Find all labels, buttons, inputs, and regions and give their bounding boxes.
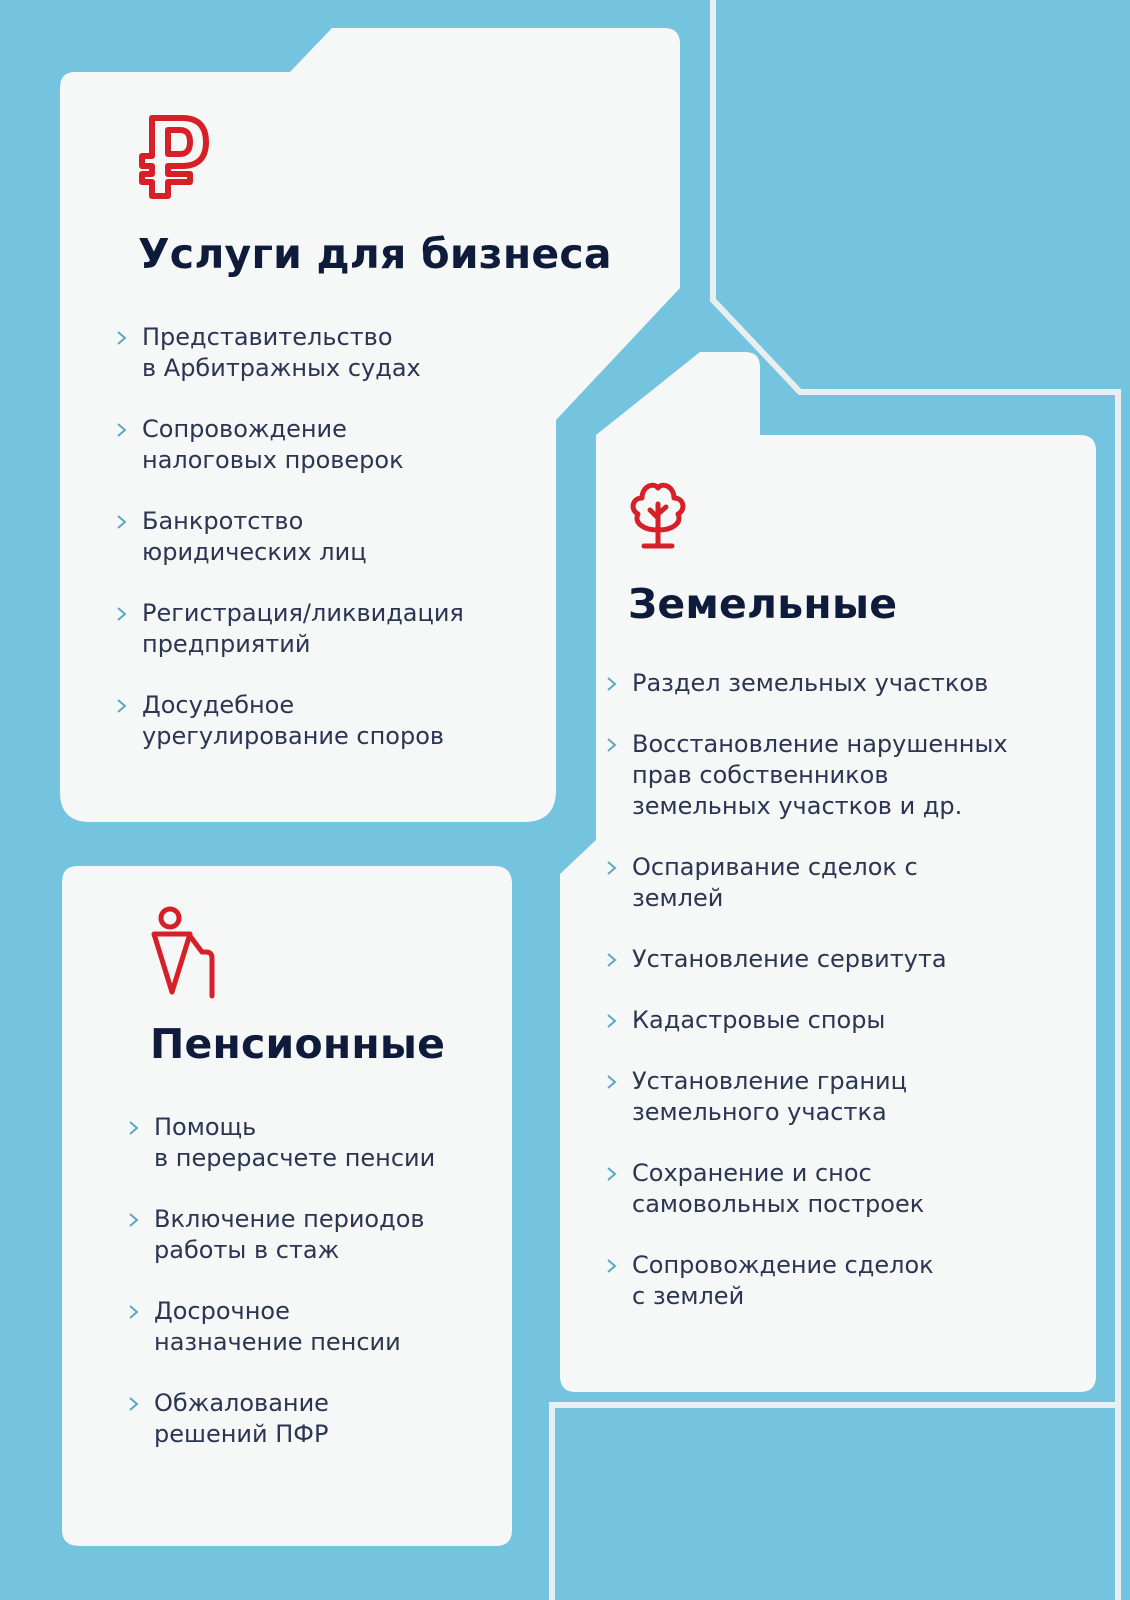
list-item-label: Оспаривание сделок с землей bbox=[632, 853, 918, 912]
list-item bbox=[124, 1204, 445, 1266]
land-section bbox=[628, 480, 1008, 1342]
list-item bbox=[112, 690, 612, 752]
pension-list bbox=[124, 1112, 445, 1450]
list-item-label: Досудебное урегулирование споров bbox=[142, 691, 445, 750]
chevron-right-icon bbox=[602, 1257, 626, 1275]
chevron-right-icon bbox=[602, 1012, 626, 1030]
list-item bbox=[112, 322, 612, 384]
list-item-label: Кадастровые споры bbox=[632, 1006, 886, 1034]
tree-icon bbox=[628, 480, 688, 552]
list-item-label: Установление сервитута bbox=[632, 945, 947, 973]
list-item-label: Установление границ земельного участка bbox=[632, 1067, 907, 1126]
list-item bbox=[602, 1250, 1008, 1312]
list-item bbox=[602, 668, 1008, 699]
list-item-label: Представительство в Арбитражных судах bbox=[142, 323, 421, 382]
chevron-right-icon bbox=[124, 1211, 148, 1229]
chevron-right-icon bbox=[602, 1073, 626, 1091]
list-item-label: Раздел земельных участков bbox=[632, 669, 989, 697]
chevron-right-icon bbox=[112, 329, 136, 347]
list-item-label: Банкротство юридических лиц bbox=[142, 507, 367, 566]
chevron-right-icon bbox=[602, 859, 626, 877]
list-item-label: Сохранение и снос самовольных построек bbox=[632, 1159, 925, 1218]
chevron-right-icon bbox=[112, 605, 136, 623]
chevron-right-icon bbox=[112, 421, 136, 439]
business-title: Услуги для бизнеса bbox=[138, 230, 612, 278]
list-item-label: Сопровождение налоговых проверок bbox=[142, 415, 404, 474]
list-item-label: Досрочное назначение пенсии bbox=[154, 1297, 401, 1356]
list-item bbox=[112, 414, 612, 476]
list-item bbox=[602, 1158, 1008, 1220]
chevron-right-icon bbox=[602, 1165, 626, 1183]
pension-title: Пенсионные bbox=[150, 1020, 446, 1068]
list-item bbox=[124, 1388, 445, 1450]
list-item bbox=[602, 729, 1008, 822]
chevron-right-icon bbox=[602, 675, 626, 693]
chevron-right-icon bbox=[112, 697, 136, 715]
list-item-label: Регистрация/ликвидация предприятий bbox=[142, 599, 464, 658]
elderly-person-icon bbox=[150, 906, 218, 1000]
list-item-label: Восстановление нарушенных прав собственников земельных участков и др. bbox=[632, 730, 1008, 820]
list-item bbox=[602, 852, 1008, 914]
list-item bbox=[124, 1112, 445, 1174]
list-item bbox=[112, 598, 612, 660]
list-item-label: Помощь в перерасчете пенсии bbox=[154, 1113, 436, 1172]
chevron-right-icon bbox=[124, 1119, 148, 1137]
business-list bbox=[112, 322, 612, 752]
land-title: Земельные bbox=[628, 580, 898, 628]
chevron-right-icon bbox=[124, 1395, 148, 1413]
ruble-icon bbox=[138, 112, 212, 200]
chevron-right-icon bbox=[602, 736, 626, 754]
pension-section bbox=[150, 906, 445, 1480]
list-item bbox=[112, 506, 612, 568]
list-item-label: Включение периодов работы в стаж bbox=[154, 1205, 425, 1264]
list-item bbox=[602, 944, 1008, 975]
list-item bbox=[602, 1005, 1008, 1036]
chevron-right-icon bbox=[602, 951, 626, 969]
list-item-label: Сопровождение сделок с землей bbox=[632, 1251, 934, 1310]
list-item bbox=[602, 1066, 1008, 1128]
business-section bbox=[138, 112, 612, 782]
list-item-label: Обжалование решений ПФР bbox=[154, 1389, 329, 1448]
chevron-right-icon bbox=[124, 1303, 148, 1321]
chevron-right-icon bbox=[112, 513, 136, 531]
list-item bbox=[124, 1296, 445, 1358]
land-list bbox=[602, 668, 1008, 1312]
